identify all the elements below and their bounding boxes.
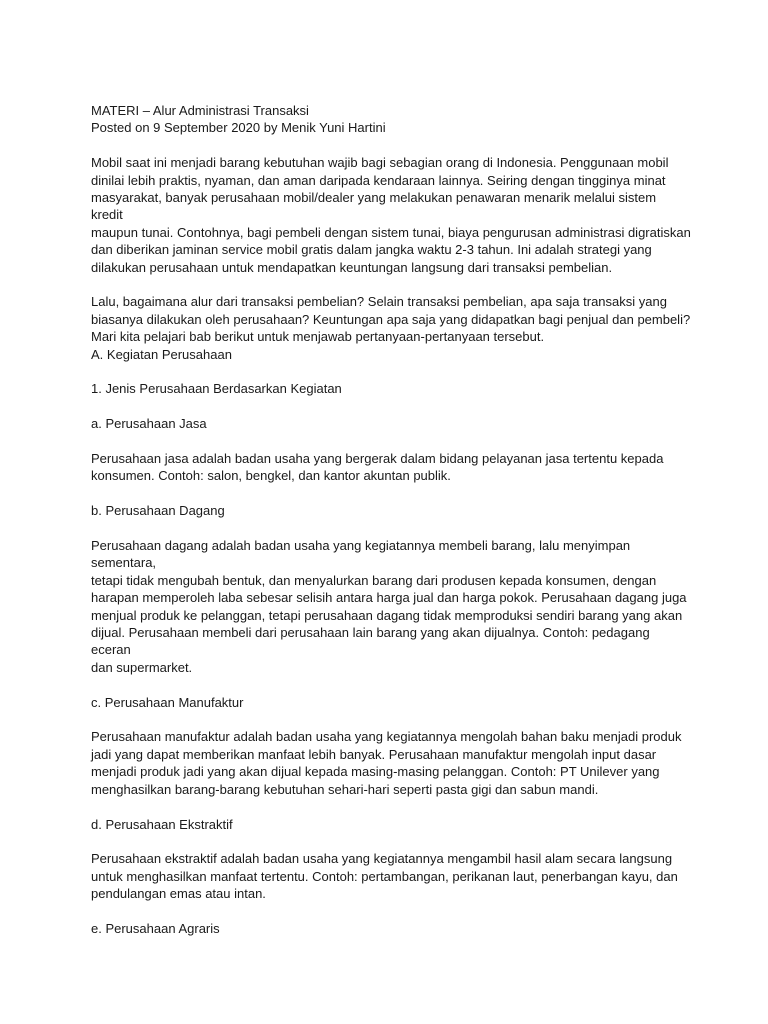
post-meta: Posted on 9 September 2020 by Menik Yuni Hartini: [91, 120, 386, 136]
text-line: konsumen. Contoh: salon, bengkel, dan kantor akuntan publik.: [91, 468, 451, 484]
text-line: Perusahaan dagang adalah badan usaha yang kegiatannya membeli barang, lalu menyimpan sementara,: [91, 538, 631, 571]
heading-perusahaan-ekstraktif: d. Perusahaan Ekstraktif: [91, 816, 233, 832]
text-line: menghasilkan barang-barang kebutuhan sehari-hari seperti pasta gigi dan sabun mandi.: [91, 781, 599, 797]
spacer: [91, 711, 691, 728]
document-title: MATERI – Alur Administrasi Transaksi: [91, 103, 309, 118]
text-line: pendulangan emas atau intan.: [91, 886, 266, 902]
spacer: [91, 137, 691, 154]
text-line: untuk menghasilkan manfaat tertentu. Contoh: pertambangan, perikanan laut, penerbangan kayu, dan: [91, 868, 678, 884]
heading-perusahaan-jasa: a. Perusahaan Jasa: [91, 416, 207, 432]
spacer: [91, 676, 691, 693]
spacer: [91, 433, 691, 450]
text-line: Perusahaan jasa adalah badan usaha yang bergerak dalam bidang pelayanan jasa tertentu kepada: [91, 451, 664, 467]
spacer: [91, 276, 691, 293]
paragraph-perusahaan-jasa: [91, 450, 691, 485]
intro-paragraph: [91, 154, 691, 276]
heading-perusahaan-dagang: b. Perusahaan Dagang: [91, 503, 225, 519]
text-line: masyarakat, banyak perusahaan mobil/dealer yang melakukan penawaran menarik melalui sistem kredit: [91, 190, 657, 223]
text-line: tetapi tidak mengubah bentuk, dan menyalurkan barang dari produsen kepada konsumen, dengan: [91, 572, 657, 588]
heading-perusahaan-manufaktur: c. Perusahaan Manufaktur: [91, 694, 244, 710]
spacer: [91, 833, 691, 850]
heading-perusahaan-agraris: e. Perusahaan Agraris: [91, 920, 220, 936]
text-line: biasanya dilakukan oleh perusahaan? Keuntungan apa saja yang didapatkan bagi penjual dan pembeli?: [91, 311, 691, 327]
paragraph-perusahaan-manufaktur: [91, 728, 691, 798]
text-line: Mari kita pelajari bab berikut untuk menjawab pertanyaan-pertanyaan tersebut.: [91, 329, 545, 345]
spacer: [91, 363, 691, 380]
subsection-heading-1: 1. Jenis Perusahaan Berdasarkan Kegiatan: [91, 381, 342, 397]
document-page: [91, 102, 691, 937]
paragraph-perusahaan-ekstraktif: [91, 850, 691, 902]
text-line: dan diberikan jaminan service mobil gratis dalam jangka waktu 2-3 tahun. Ini adalah strategi yang: [91, 242, 652, 258]
questions-paragraph: [91, 293, 691, 345]
text-line: Lalu, bagaimana alur dari transaksi pembelian? Selain transaksi pembelian, apa saja transaksi yang: [91, 294, 667, 310]
spacer: [91, 903, 691, 920]
spacer: [91, 485, 691, 502]
text-line: maupun tunai. Contohnya, bagi pembeli dengan sistem tunai, biaya pengurusan administrasi digratiskan: [91, 224, 691, 240]
text-line: dan supermarket.: [91, 659, 193, 675]
text-line: Perusahaan ekstraktif adalah badan usaha yang kegiatannya mengambil hasil alam secara langsung: [91, 851, 673, 867]
text-line: menjual produk ke pelanggan, tetapi perusahaan dagang tidak memproduksi sendiri barang yang akan: [91, 607, 683, 623]
text-line: jadi yang dapat memberikan manfaat lebih banyak. Perusahaan manufaktur mengolah input dasar: [91, 746, 657, 762]
spacer: [91, 398, 691, 415]
text-line: Perusahaan manufaktur adalah badan usaha yang kegiatannya mengolah bahan baku menjadi produk: [91, 729, 682, 745]
paragraph-perusahaan-dagang: [91, 537, 691, 676]
text-line: menjadi produk jadi yang akan dijual kepada masing-masing pelanggan. Contoh: PT Unilever yang: [91, 764, 660, 780]
text-line: dijual. Perusahaan membeli dari perusahaan lain barang yang akan dijualnya. Contoh: pedagang eceran: [91, 625, 650, 658]
text-line: harapan memperoleh laba sebesar selisih antara harga jual dan harga pokok. Perusahaan dagang juga: [91, 590, 687, 606]
spacer: [91, 798, 691, 815]
text-line: dilakukan perusahaan untuk mendapatkan keuntungan langsung dari transaksi pembelian.: [91, 259, 613, 275]
section-heading-a: A. Kegiatan Perusahaan: [91, 346, 232, 362]
text-line: dinilai lebih praktis, nyaman, dan aman daripada kendaraan lainnya. Seiring dengan tingginya minat: [91, 172, 666, 188]
spacer: [91, 520, 691, 537]
text-line: Mobil saat ini menjadi barang kebutuhan wajib bagi sebagian orang di Indonesia. Penggunaan mobil: [91, 155, 669, 171]
